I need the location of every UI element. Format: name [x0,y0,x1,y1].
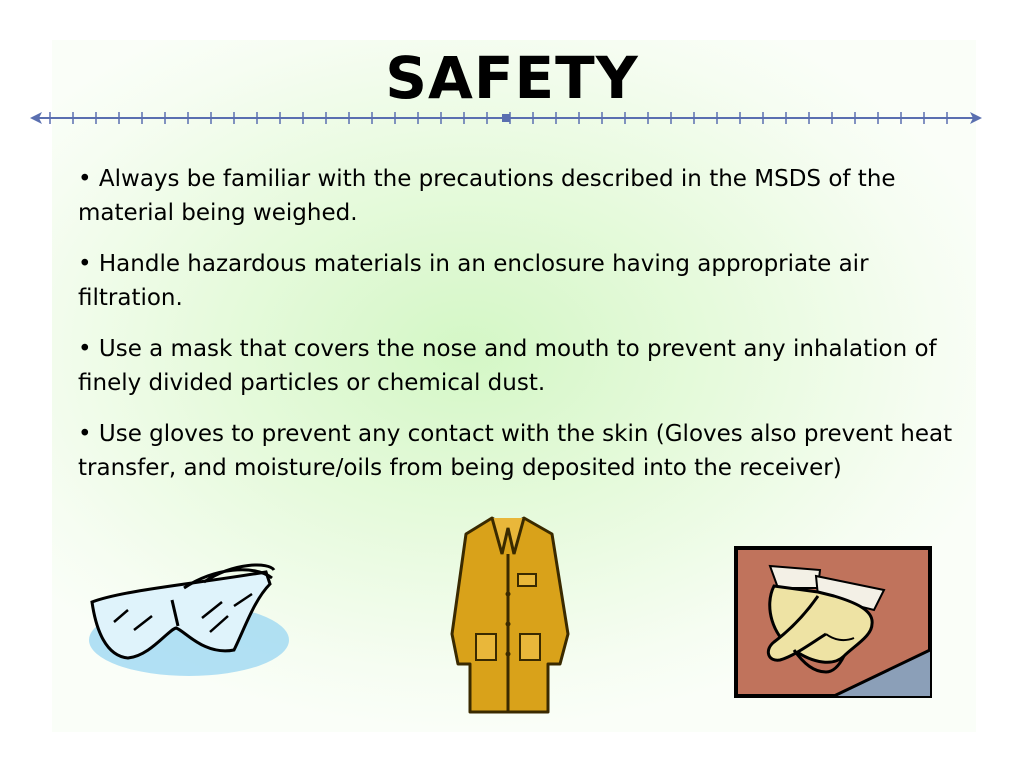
bullet-list [78,162,958,502]
gloves-icon [734,546,932,698]
bullet-mask: • Use a mask that covers the nose and mouth to prevent any inhalation of finely divided particles or chemical dust. [78,336,937,396]
slide-title: SAFETY [385,44,639,112]
bullet-enclosure: • Handle hazardous materials in an enclosure having appropriate air filtration. [78,251,869,311]
lab-coat-icon [448,514,572,720]
bullet-msds: • Always be familiar with the precautions described in the MSDS of the material being weighed. [78,166,896,226]
bullet-gloves: • Use gloves to prevent any contact with the skin (Gloves also prevent heat transfer, and moisture/oils from being deposited into the receiver) [78,421,953,481]
safety-goggles-icon [84,560,294,680]
decorative-ruler-divider [26,108,986,128]
